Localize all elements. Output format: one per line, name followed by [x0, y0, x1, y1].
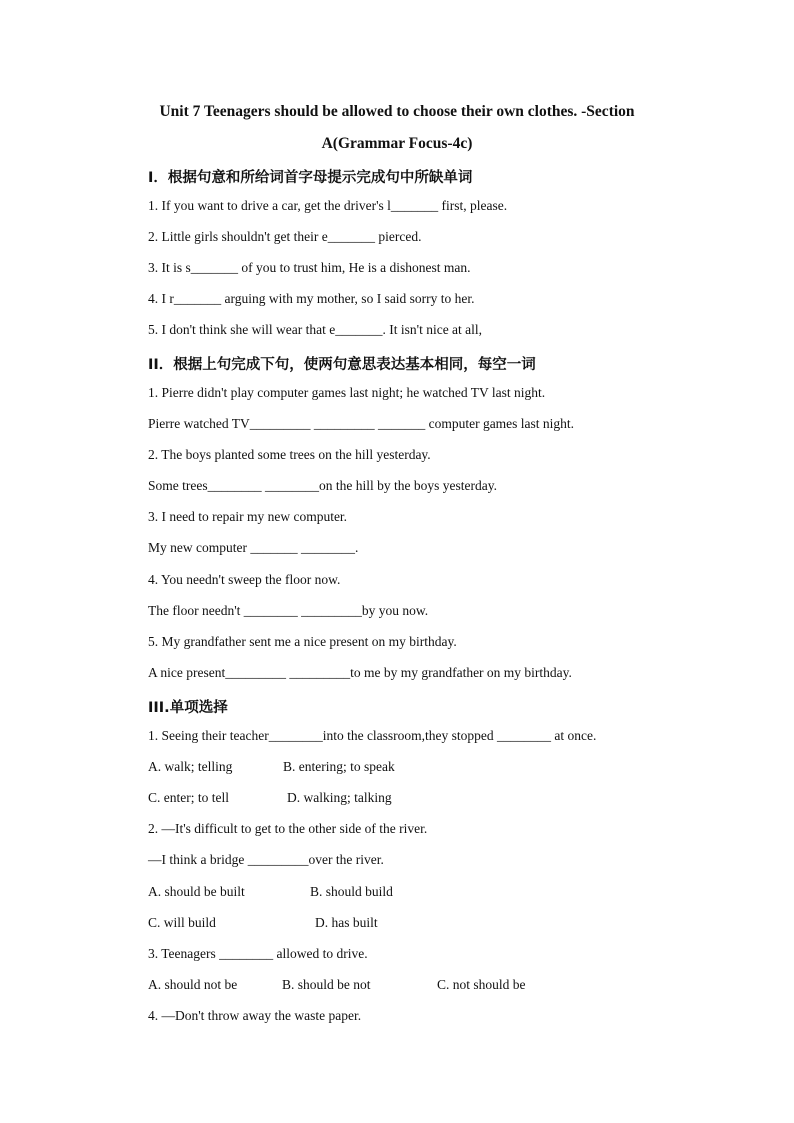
section-3-heading: III.单项选择 — [148, 700, 228, 716]
s3-q1-option-a: A. walk; telling — [148, 759, 233, 774]
s2-q3-original: 3. I need to repair my new computer. — [148, 509, 348, 524]
s1-question-3: 3. It is s_______ of you to trust him, He is a dishonest man. — [148, 260, 471, 275]
s1-question-5: 5. I don't think she will wear that e_______. It isn't nice at all, — [148, 322, 483, 337]
s2-q5-rewrite: A nice present_________ _________to me by my grandfather on my birthday. — [148, 665, 572, 680]
s2-q1-rewrite: Pierre watched TV_________ _________ _______ computer games last night. — [148, 416, 575, 431]
s3-question-1: 1. Seeing their teacher________into the classroom,they stopped ________ at once. — [148, 728, 597, 743]
s2-q4-rewrite: The floor needn't ________ _________by you now. — [148, 603, 429, 618]
s3-q1-option-b: B. entering; to speak — [283, 759, 395, 774]
s3-q1-option-c: C. enter; to tell — [148, 790, 229, 805]
s1-question-4: 4. I r_______ arguing with my mother, so I said sorry to her. — [148, 291, 475, 306]
s3-question-2-reply: —I think a bridge _________over the river. — [148, 852, 384, 867]
s2-q2-rewrite: Some trees________ ________on the hill by the boys yesterday. — [148, 478, 497, 493]
s1-question-1: 1. If you want to drive a car, get the driver's l_______ first, please. — [148, 198, 508, 213]
s3-question-4: 4. —Don't throw away the waste paper. — [148, 1008, 362, 1023]
s2-q2-original: 2. The boys planted some trees on the hill yesterday. — [148, 447, 431, 462]
title-line-2: A(Grammar Focus-4c) — [321, 135, 473, 152]
s3-question-3: 3. Teenagers ________ allowed to drive. — [148, 946, 368, 961]
s3-q2-option-d: D. has built — [315, 915, 378, 930]
s1-question-2: 2. Little girls shouldn't get their e_______ pierced. — [148, 229, 422, 244]
s2-q4-original: 4. You needn't sweep the floor now. — [148, 572, 341, 587]
s3-q3-option-b: B. should be not — [282, 977, 371, 992]
section-2-heading: II．根据上句完成下句，使两句意思表达基本相同，每空一词 — [148, 357, 536, 373]
s3-question-2: 2. —It's difficult to get to the other side of the river. — [148, 821, 428, 836]
title-line-1: Unit 7 Teenagers should be allowed to choose their own clothes. -Section — [159, 103, 635, 120]
section-1-heading: I．根据句意和所给词首字母提示完成句中所缺单词 — [148, 170, 473, 186]
s2-q5-original: 5. My grandfather sent me a nice present on my birthday. — [148, 634, 457, 649]
s3-q3-option-c: C. not should be — [437, 977, 526, 992]
s3-q3-option-a: A. should not be — [148, 977, 238, 992]
s3-q2-option-c: C. will build — [148, 915, 216, 930]
s2-q1-original: 1. Pierre didn't play computer games last night; he watched TV last night. — [148, 385, 546, 400]
s3-q2-option-a: A. should be built — [148, 884, 245, 899]
s3-q1-option-d: D. walking; talking — [287, 790, 392, 805]
s3-q2-option-b: B. should build — [310, 884, 393, 899]
s2-q3-rewrite: My new computer _______ ________. — [148, 540, 359, 555]
